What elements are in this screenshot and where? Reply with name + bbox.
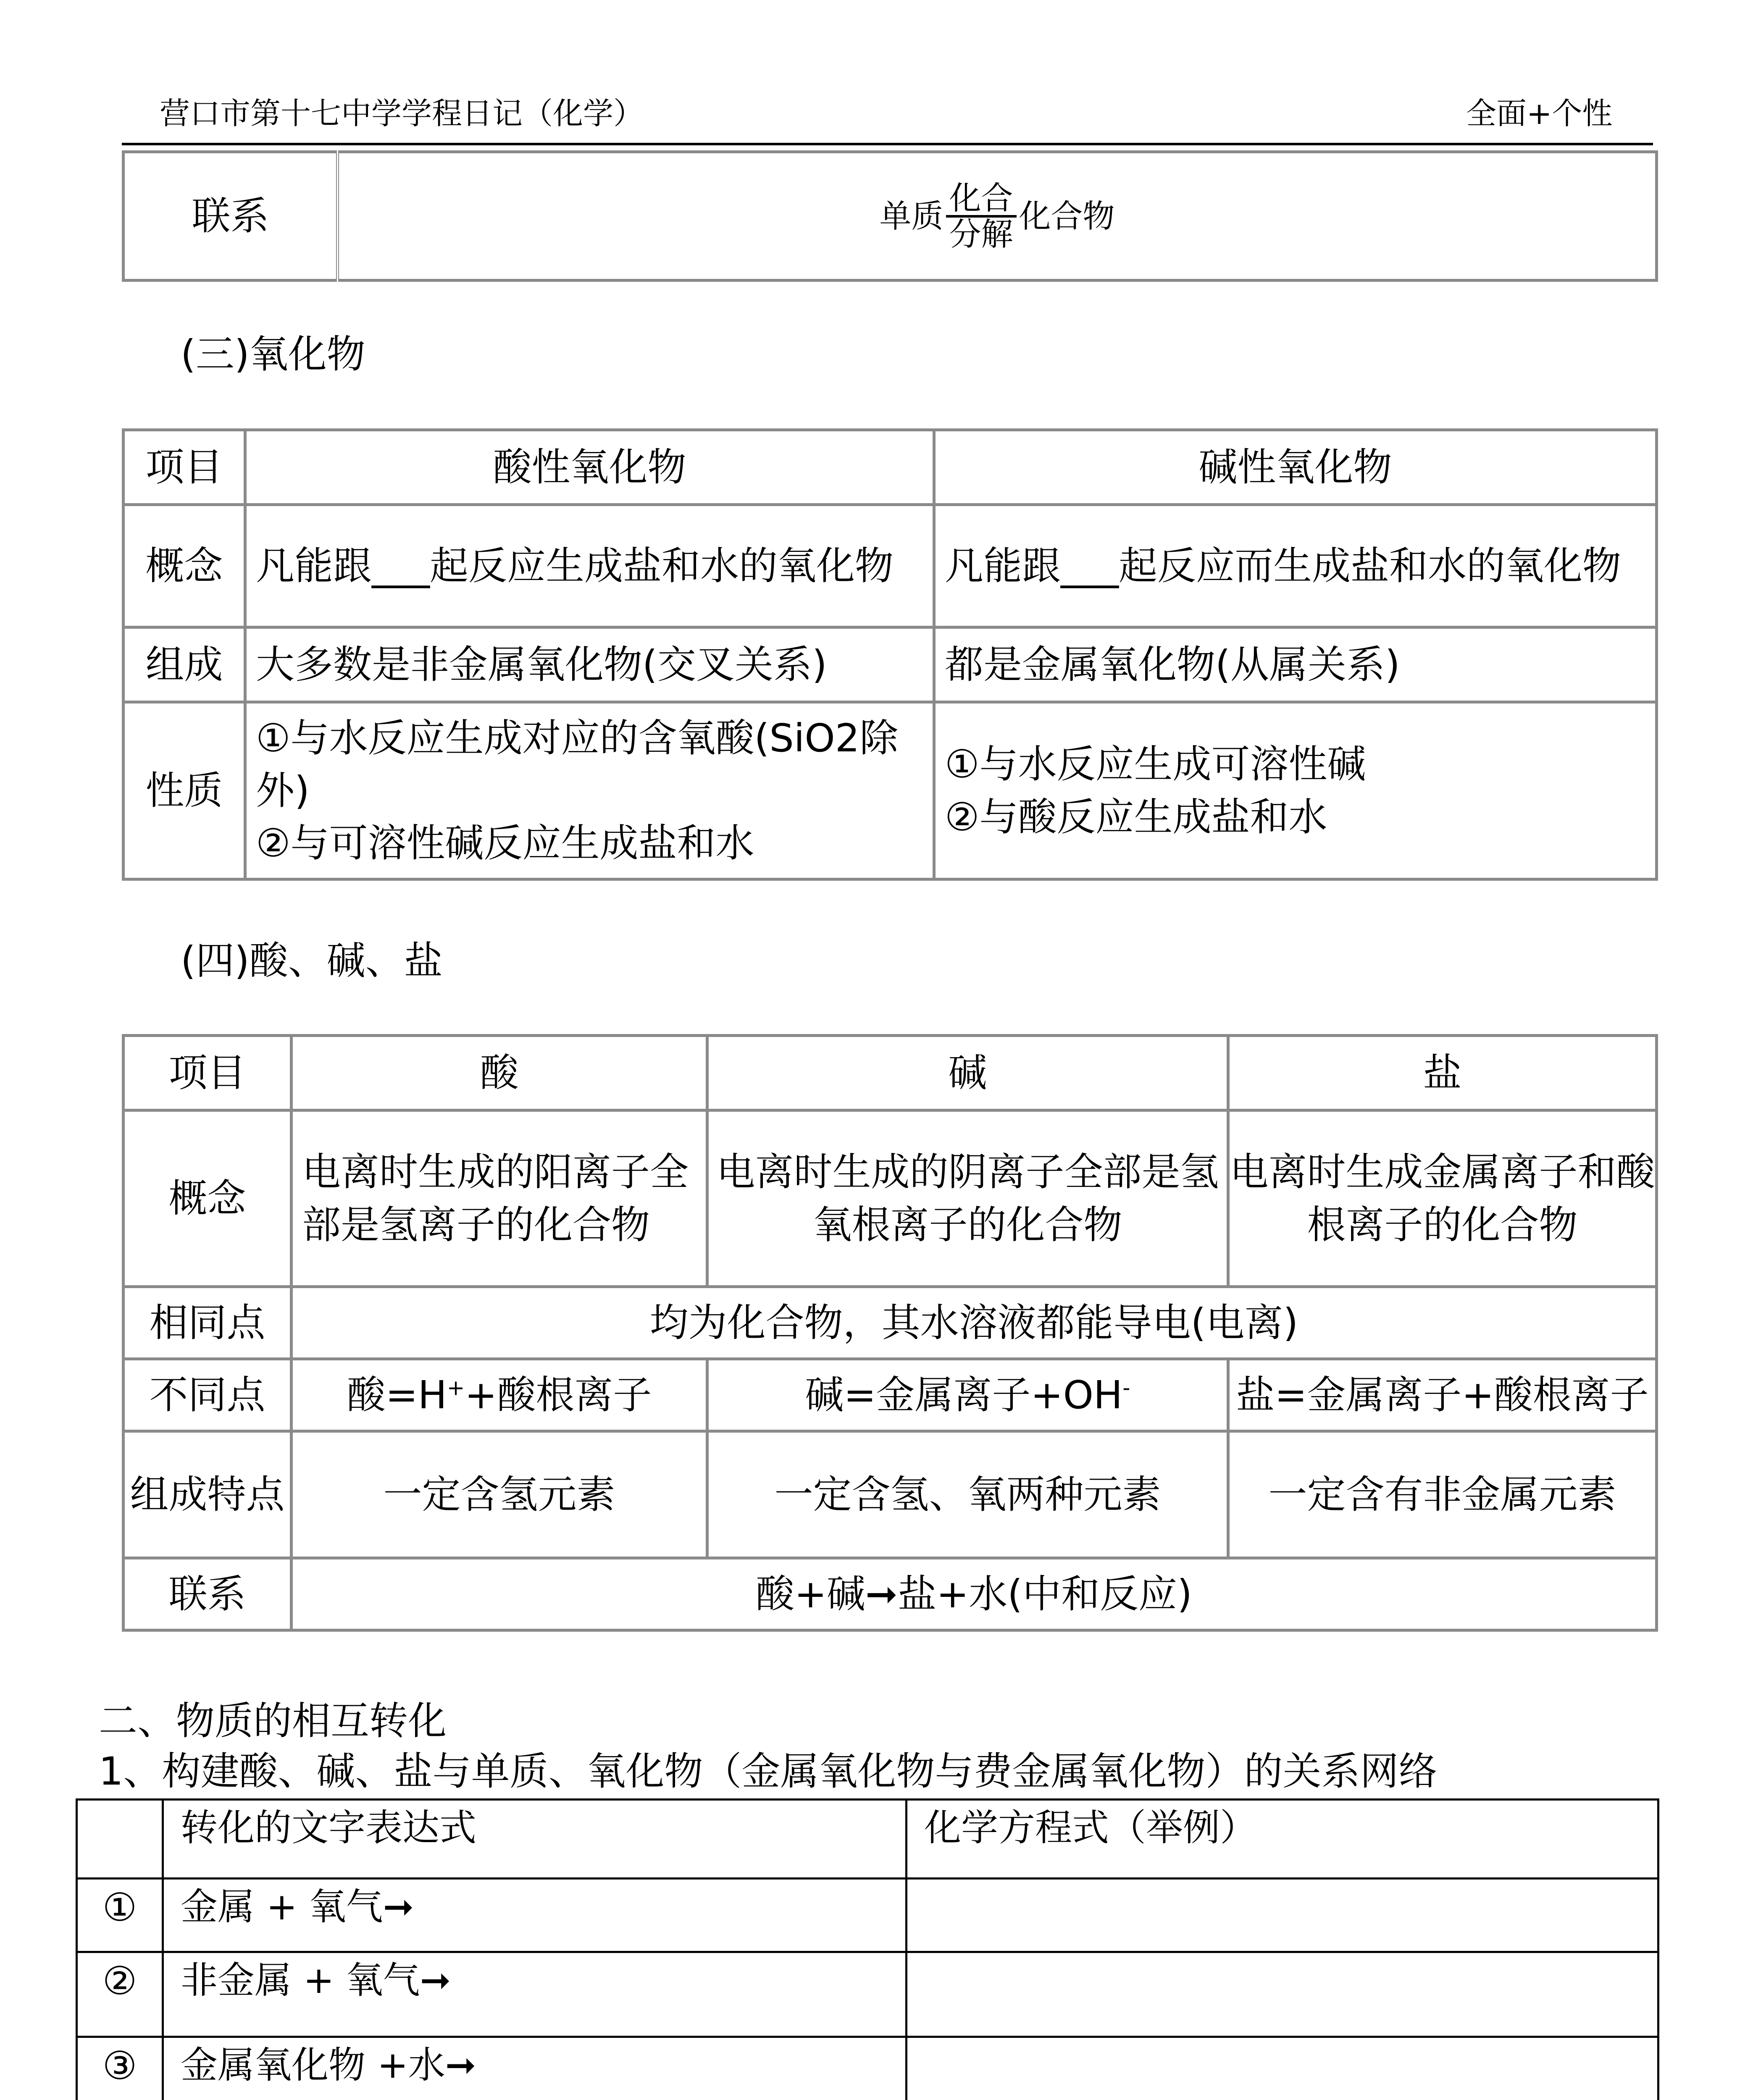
abs-header-base: 碱	[707, 1036, 1228, 1110]
oxides-row-label: 组成	[124, 627, 245, 702]
salt-concept: 电离时生成金属离子和酸根离子的化合物	[1228, 1110, 1657, 1287]
oxides-header-acidic: 酸性氧化物	[245, 430, 934, 505]
relation-right: 化合物	[1019, 197, 1115, 235]
section-oxides-title: (三)氧化物	[181, 332, 365, 377]
conversion-table	[76, 1798, 1659, 2100]
common-point: 均为化合物，其水溶液都能导电(电离)	[292, 1287, 1657, 1359]
conv-row-equation[interactable]	[907, 1879, 1658, 1952]
conv-row-num: ③	[77, 2037, 163, 2100]
basic-oxide-concept: 凡能跟___起反应而生成盐和水的氧化物	[934, 505, 1657, 627]
acidic-oxide-composition: 大多数是非金属氧化物(交叉关系)	[245, 627, 934, 702]
abs-row-label: 联系	[124, 1558, 292, 1630]
conv-header-equation: 化学方程式（举例）	[907, 1800, 1658, 1879]
acid-concept: 电离时生成的阳离子全部是氢离子的化合物	[292, 1110, 707, 1287]
acid-difference: 酸=H++酸根离子	[292, 1359, 707, 1431]
basic-oxide-property-1: ①与水反应生成可溶性碱	[945, 742, 1366, 787]
acidic-oxide-property-1: ①与水反应生成对应的含氧酸(SiO2除外)	[256, 715, 899, 813]
basic-oxide-composition: 都是金属氧化物(从属关系)	[934, 627, 1657, 702]
oxides-header-item: 项目	[124, 430, 245, 505]
acidic-oxide-property-2: ②与可溶性碱反应生成盐和水	[256, 821, 754, 866]
basic-oxide-property-2: ②与酸反应生成盐和水	[945, 794, 1327, 840]
oxides-row-label: 概念	[124, 505, 245, 627]
salt-difference: 盐=金属离子+酸根离子	[1228, 1359, 1657, 1431]
relation-label: 联系	[124, 152, 338, 281]
oxides-table	[122, 428, 1658, 881]
abs-header-item: 项目	[124, 1036, 292, 1110]
relation-left: 单质	[879, 197, 944, 235]
part2-title: 二、物质的相互转化	[99, 1698, 447, 1743]
conv-header-text: 转化的文字表达式	[163, 1800, 907, 1879]
conv-row-num: ①	[77, 1879, 163, 1952]
relation-decompose: 分解	[949, 215, 1013, 253]
basic-oxide-properties	[934, 702, 1657, 879]
abs-row-label: 组成特点	[124, 1431, 292, 1558]
section-acid-base-salt-title: (四)酸、碱、盐	[181, 938, 443, 983]
header-rule	[122, 143, 1653, 145]
element-compound-relation-table	[122, 150, 1658, 282]
abs-row-label: 不同点	[124, 1359, 292, 1431]
header-title: 营口市第十七中学学程日记（化学）	[160, 96, 644, 131]
oxides-header-basic: 碱性氧化物	[934, 430, 1657, 505]
conv-row-text: 金属 + 氧气➞	[163, 1879, 907, 1952]
abs-header-salt: 盐	[1228, 1036, 1657, 1110]
abs-header-acid: 酸	[292, 1036, 707, 1110]
neutralization-relation: 酸+碱➞盐+水(中和反应)	[292, 1558, 1657, 1630]
part2-subtitle: 1、构建酸、碱、盐与单质、氧化物（金属氧化物与费金属氧化物）的关系网络	[99, 1749, 1438, 1794]
conv-header-num	[77, 1800, 163, 1879]
acidic-oxide-properties	[245, 702, 934, 879]
acid-composition: 一定含氢元素	[292, 1431, 707, 1558]
salt-composition: 一定含有非金属元素	[1228, 1431, 1657, 1558]
conv-row-num: ②	[77, 1952, 163, 2037]
relation-combine: 化合	[946, 181, 1017, 218]
base-concept: 电离时生成的阴离子全部是氢氧根离子的化合物	[707, 1110, 1228, 1287]
header-tagline: 全面+个性	[1466, 96, 1613, 131]
abs-row-label: 概念	[124, 1110, 292, 1287]
oxides-row-label: 性质	[124, 702, 245, 879]
acidic-oxide-concept: 凡能跟___起反应生成盐和水的氧化物	[245, 505, 934, 627]
conv-row-equation[interactable]	[907, 2037, 1658, 2100]
conv-row-text: 非金属 + 氧气➞	[163, 1952, 907, 2037]
base-composition: 一定含氢、氧两种元素	[707, 1431, 1228, 1558]
base-difference: 碱=金属离子+OH-	[707, 1359, 1228, 1431]
conv-row-equation[interactable]	[907, 1952, 1658, 2037]
abs-row-label: 相同点	[124, 1287, 292, 1359]
acid-base-salt-table	[122, 1034, 1658, 1632]
conv-row-text: 金属氧化物 +水➞	[163, 2037, 907, 2100]
relation-diagram	[338, 152, 1657, 281]
